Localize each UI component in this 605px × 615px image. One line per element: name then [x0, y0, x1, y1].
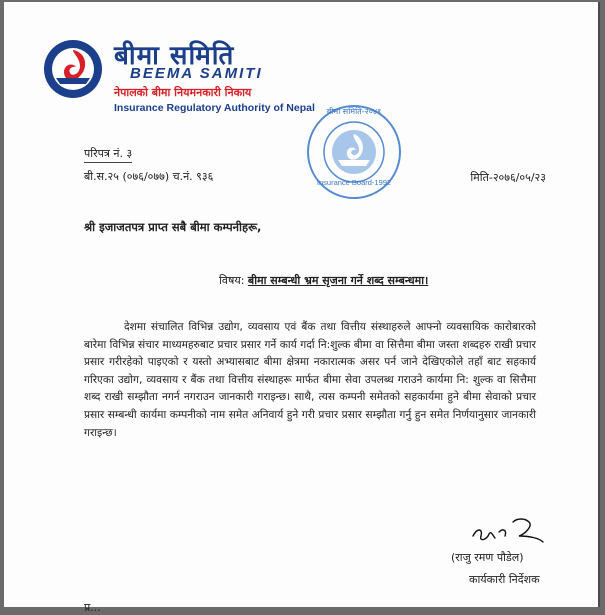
official-stamp-icon — [304, 102, 404, 202]
letter-page — [4, 2, 600, 614]
brand-subtitle-nepali: नेपालको बीमा नियमनकारी निकाय — [114, 86, 252, 99]
stamp-top-text: बीमा समिति-२०४९ — [326, 107, 382, 116]
subject-text: बीमा सम्बन्धी भ्रम सृजना गर्ने शब्द सम्बन्धमा। — [247, 274, 429, 287]
subject-line — [219, 273, 428, 288]
signer-title: कार्यकारी निर्देशक — [469, 573, 540, 586]
brand-name-nepali: बीमा समिति — [114, 41, 235, 71]
handwritten-signature-icon — [469, 514, 547, 550]
letter-date: मिति-२०७६/०५/२३ — [470, 171, 546, 184]
salutation: श्री इजाजतपत्र प्राप्त सबै बीमा कम्पनीहरू, — [84, 220, 262, 234]
reference-number: बी.स.२५ (०७६/०७७) च.नं. ९३६ — [84, 170, 214, 183]
letter-body: देशमा संचालित विभिन्न उद्योग, व्यवसाय एवं बैंक तथा वित्तीय संस्थाहरुले आफ्नो व्यवसायिक कारोबारको बारेमा विभिन्न संचार माध्यमहरुबाट प्रचार प्रसार गर्ने कार्य गर्दा नि:शुल्क बीमा वा सित्तैमा बीमा जस्ता शब्दहरु राखी प्रचार प्रसार गरीरहेको पाइएको र यस्तो अभ्यासबाट बीमा क्षेत्रमा नकारात्मक असर पर्न जाने देखिएकोले तहाँ बाट सहकार्य गरिएका उद्योग, व्यवसाय र बैंक तथा वित्तीय संस्थाहरू मार्फत बीमा सेवा उपलब्ध गराउने कार्यमा नि: शुल्क वा सित्तैमा शब्द राखी सम्झौता नगर्न नगराउन जानकारी गराइन्छ। साथै, त्यस कम्पनी समेतको सहकार्यमा हुने बीमा सेवाको प्रचार प्रसार सम्बन्धी कार्यमा कम्पनीको नाम समेत अनिवार्य हुने गरी प्रचार प्रसार सम्झौता गर्नु हुन समेत निर्णयानुसार जानकारी गराइन्छ। — [84, 321, 536, 439]
stamp-bottom-text: Insurance Board-1992 — [316, 178, 392, 187]
subject-label: विषय: — [219, 274, 245, 287]
brand-subtitle-english: Insurance Regulatory Authority of Nepal — [114, 102, 315, 114]
signer-name: (राजु रमण पौडेल) — [451, 551, 524, 564]
page-cut-text: प्र... — [84, 601, 101, 614]
brand-name-english: BEEMA SAMITI — [130, 65, 263, 82]
circular-number: परिपत्र नं. ३ — [84, 146, 132, 163]
beema-samiti-logo-icon — [42, 38, 104, 100]
